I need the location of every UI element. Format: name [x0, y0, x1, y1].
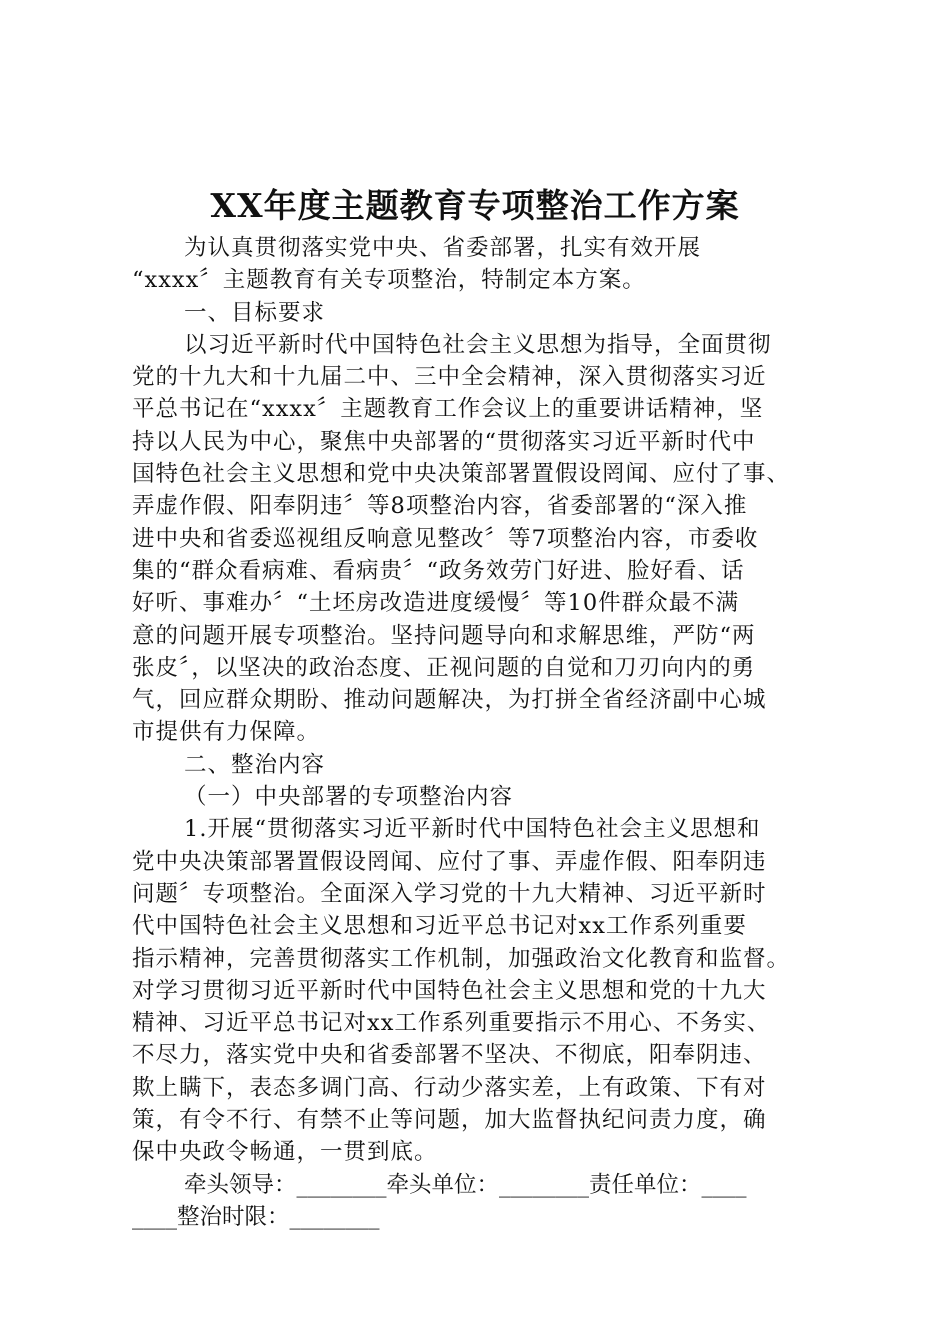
paragraph-item1-line-8: 不尽力，落实党中央和省委部署不坚决、不彻底，阳奉阴违、 [132, 1042, 767, 1069]
paragraph-goals-line-9: 好听、事难办〞“土坯房改造进度缓慢〞等10件群众最不满 [132, 590, 740, 617]
paragraph-item1-line-6: 对学习贯彻习近平新时代中国特色社会主义思想和党的十九大 [132, 977, 767, 1004]
paragraph-goals-line-13: 市提供有力保障。 [132, 719, 321, 746]
paragraph-goals-line-11: 张皮〞，以坚决的政治态度、正视问题的自觉和刀刃向内的勇 [132, 654, 756, 681]
paragraph-goals-line-1: 以习近平新时代中国特色社会主义思想为指导，全面贯彻 [184, 331, 772, 358]
paragraph-item1-line-4: 代中国特色社会主义思想和习近平总书记对xx工作系列重要 [132, 913, 747, 940]
paragraph-goals-line-8: 集的“群众看病难、看病贵〞“政务效劳门好进、脸好看、话 [132, 557, 745, 584]
paragraph-item1-line-9: 欺上瞒下，表态多调门高、行动少落实差，上有政策、下有对 [132, 1074, 767, 1101]
paragraph-goals-line-12: 气，回应群众期盼、推动问题解决，为打拼全省经济副中心城 [132, 687, 767, 714]
paragraph-item1-line-5: 指示精神，完善贯彻落实工作机制，加强政治文化教育和监督。 [132, 945, 791, 972]
paragraph-item1-line-3: 问题〞专项整治。全面深入学习党的十九大精神、习近平新时 [132, 880, 767, 907]
paragraph-item1-line-11: 保中央政令畅通，一贯到底。 [132, 1139, 438, 1166]
document-body [132, 232, 844, 1233]
section-heading-goals: 一、目标要求 [184, 299, 326, 326]
document-title: XX年度主题教育专项整治工作方案 [210, 186, 740, 225]
paragraph-item1-line-7: 精神、习近平总书记对xx工作系列重要指示不用心、不务实、 [132, 1010, 771, 1037]
paragraph-intro-line-1: 为认真贯彻落实党中央、省委部署，扎实有效开展 [184, 235, 702, 261]
paragraph-goals-line-5: 国特色社会主义思想和党中央决策部署置假设罔闻、应付了事、 [132, 461, 791, 488]
paragraph-goals-line-3: 平总书记在“xxxx〞主题教育工作会议上的重要讲话精神，坚 [132, 396, 764, 423]
paragraph-item1-line-10: 策，有令不行、有禁不止等问题，加大监督执纪问责力度，确 [132, 1107, 767, 1134]
paragraph-goals-line-6: 弄虚作假、阳奉阴违〞等8项整治内容，省委部署的“深入推 [132, 493, 748, 520]
paragraph-item1-line-2: 党中央决策部署置假设罔闻、应付了事、弄虚作假、阳奉阴违 [132, 848, 767, 875]
section-heading-content: 二、整治内容 [184, 751, 326, 778]
paragraph-goals-line-10: 意的问题开展专项整治。坚持问题导向和求解思维，严防“两 [132, 622, 756, 649]
responsibility-fields-line-2: ____整治时限：________ [132, 1203, 380, 1230]
paragraph-goals-line-7: 进中央和省委巡视组反响意见整改〞等7项整治内容，市委收 [132, 525, 759, 552]
responsibility-fields-line-1: 牵头领导：________牵头单位：________责任单位：____ [184, 1171, 747, 1198]
subsection-heading-central: （一）中央部署的专项整治内容 [184, 784, 514, 811]
paragraph-goals-line-4: 持以人民为中心，聚焦中央部署的“贯彻落实习近平新时代中 [132, 428, 756, 455]
paragraph-item1-line-1: 1.开展“贯彻落实习近平新时代中国特色社会主义思想和 [184, 816, 761, 843]
paragraph-goals-line-2: 党的十九大和十九届二中、三中全会精神，深入贯彻落实习近 [132, 364, 767, 391]
paragraph-intro-line-2: “xxxx〞主题教育有关专项整治，特制定本方案。 [132, 267, 646, 294]
